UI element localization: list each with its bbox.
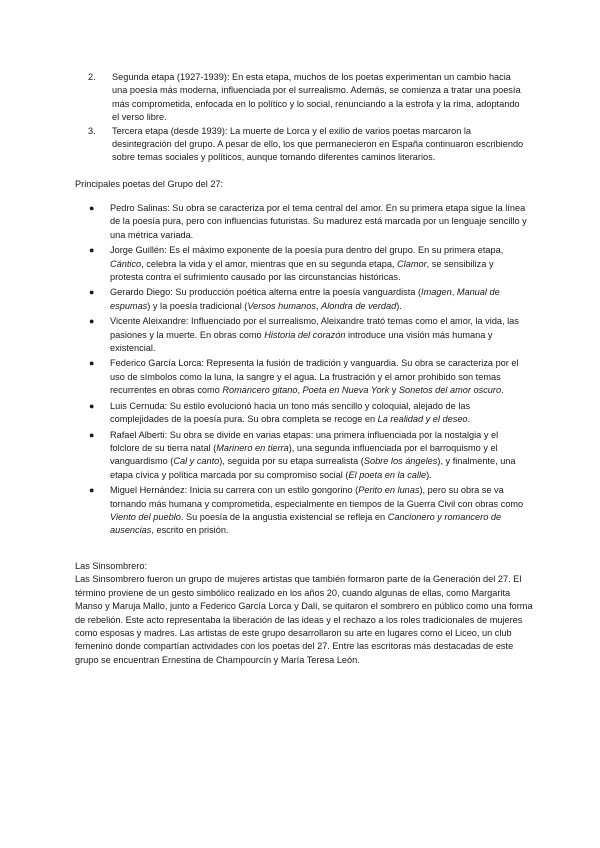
list-item <box>88 400 528 427</box>
work-title: Alondra de verdad <box>321 300 397 311</box>
stage-text: Segunda etapa (1927-1939): En esta etapa, muchos de los poetas experimentan un cambio hacia una poesía más moderna, influenciada por el surrealismo. Además, se comienza a tratar una poesía más comprometida, enfocada en lo político y lo social, renunciando a la estrofa y la rima, adoptando el verso libre. <box>112 72 521 123</box>
work-title: La realidad y el deseo <box>377 414 468 425</box>
work-title: Romancero gitano <box>222 385 298 396</box>
bullet-icon: ● <box>89 358 95 369</box>
bullet-icon: ● <box>89 245 95 256</box>
work-title: Manual de espumas <box>110 287 500 311</box>
poet-text: ), una segunda influenciada por el barroquismo y el vanguardismo ( <box>110 442 498 467</box>
sinsombrero-section <box>75 560 535 667</box>
poet-text: Jorge Guillén: Es el máximo exponente de la poesía pura dentro del grupo. En su primera etapa, <box>110 245 504 256</box>
list-item <box>88 315 528 355</box>
work-title: Versos humanos <box>247 300 316 311</box>
list-item <box>88 484 528 538</box>
list-number: 3. <box>88 125 96 136</box>
bullet-icon: ● <box>89 287 95 298</box>
bullet-icon: ● <box>89 203 95 213</box>
bullet-icon: ● <box>89 429 95 440</box>
poet-text: , <box>451 287 457 298</box>
poet-text: Rafael Alberti: Su obra se divide en varias etapas: una primera influenciada por la nostalgia y el folclore de su tierra natal ( <box>110 429 499 453</box>
poet-text: ). <box>426 469 432 480</box>
work-title: Perito en lunas <box>358 485 420 496</box>
poet-text: , escrito en prisión. <box>151 525 229 536</box>
poet-text: Luis Cernuda: Su estilo evolucionó hacia un tono más sencillo y coloquial, alejado de las complejidades de la poesía pura. Su obra completa se recoge en <box>110 400 471 425</box>
work-title: Viento del pueblo <box>110 511 181 522</box>
poet-text: , <box>315 300 322 311</box>
bullet-icon: ● <box>89 400 95 411</box>
poet-text: ). <box>396 300 402 311</box>
poet-text: introduce una visión más humana y existencial. <box>110 329 493 354</box>
poet-text: . <box>467 414 471 425</box>
poet-text: ), y finalmente, una etapa cívica y política marcada por su compromiso social ( <box>110 456 516 480</box>
section-body: Las Sinsombrero fueron un grupo de mujeres artistas que también formaron parte de la Generación del 27. El término proviene de un gesto simbólico realizado en los años 20, cuando algunas de ellas, como Margarita Manso y Maruja Mallo, junto a Federico García Lorca y Dalí, se quitaron el sombrero en público como una forma de rebelión. Este acto representaba la liberación de las ideas y el rechazo a los roles tradicionales de mujeres como esposas y madres. Las artistas de este grupo desarrollaron su arte en lugares como el Liceo, un club femenino donde compartían actividades con los poetas del 27. Entre las escritoras más destacadas de este grupo se encuentran Ernestina de Champourcín y María Teresa León. <box>75 574 533 665</box>
stage-text: Tercera etapa (desde 1939): La muerte de Lorca y el exilio de varios poetas marcaron la desintegración del grupo. A pesar de ello, los que permanecieron en España continuaron escribiendo sobre temas sociales y políticos, aunque tomando diferentes caminos literarios. <box>112 125 524 163</box>
poet-text: . <box>501 385 504 396</box>
work-title: Cántico <box>110 258 142 269</box>
poet-text: Federico García Lorca: Representa la fusión de tradición y vanguardia. Su obra se caracteriza por el uso de símbolos como la luna, la sangre y el agua. La frustración y el amor prohibido son temas recurrentes en obras como <box>110 358 519 396</box>
work-title: Sobre los ángeles <box>363 456 438 467</box>
work-title: Sonetos del amor oscuro <box>398 385 502 396</box>
poet-text: ), pero su obra se va tornando más humana y comprometida, especialmente en tiempos de la Guerra Civil con obras como <box>110 485 524 509</box>
work-title: Cal y canto <box>173 456 220 467</box>
poet-text: ) y la poesía tradicional ( <box>147 300 248 311</box>
list-item <box>88 71 528 125</box>
list-item <box>88 202 528 242</box>
poet-text: , celebra la vida y el amor, mientras que en su segunda etapa, <box>141 258 398 269</box>
list-item <box>88 429 528 483</box>
work-title: El poeta en la calle <box>348 469 427 480</box>
bullet-icon: ● <box>89 485 95 496</box>
work-title: Clamor <box>397 258 427 269</box>
poet-text: Pedro Salinas: Su obra se caracteriza por el tema central del amor. En su primera etapa sigue la línea de la poesía pura, pero con influencias futuristas. Su madurez está marcada por un lenguaje sencillo y una métrica variada. <box>110 203 527 240</box>
bullet-icon: ● <box>89 316 95 327</box>
poet-text: ), seguida por su etapa surrealista ( <box>219 456 364 467</box>
work-title: Cancionero y romancero de ausencias <box>110 511 502 536</box>
work-title: Marinero en tierra <box>216 442 289 453</box>
list-number: 2. <box>88 72 96 82</box>
stages-list <box>88 71 528 165</box>
poet-text: . Su poesía de la angustia existencial se refleja en <box>180 511 388 522</box>
poets-heading: Principales poetas del Grupo del 27: <box>75 179 224 189</box>
list-item <box>88 286 528 313</box>
poet-text: , <box>297 385 303 396</box>
section-title: Las Sinsombrero: <box>75 561 148 571</box>
poet-text: , se sensibiliza y protesta contra el sufrimiento causado por las circunstancias históricas. <box>110 258 494 283</box>
poet-text: Gerardo Diego: Su producción poética alterna entre la poesía vanguardista ( <box>110 287 422 298</box>
poet-text: Vicente Aleixandre: Influenciado por el surrealismo, Aleixandre trató temas como el amor, la vida, las pasiones y la muerte. En obras como <box>110 316 519 340</box>
poet-text: Miguel Hernández: Inicia su carrera con un estilo gongorino ( <box>110 485 359 496</box>
work-title: Imagen <box>421 287 452 298</box>
list-item <box>88 125 528 165</box>
poet-text: y <box>389 385 399 396</box>
list-item <box>88 244 528 284</box>
work-title: Historia del corazón <box>264 329 346 340</box>
work-title: Poeta en Nueva York <box>302 385 390 396</box>
poets-list <box>88 202 528 540</box>
list-item <box>88 357 528 397</box>
